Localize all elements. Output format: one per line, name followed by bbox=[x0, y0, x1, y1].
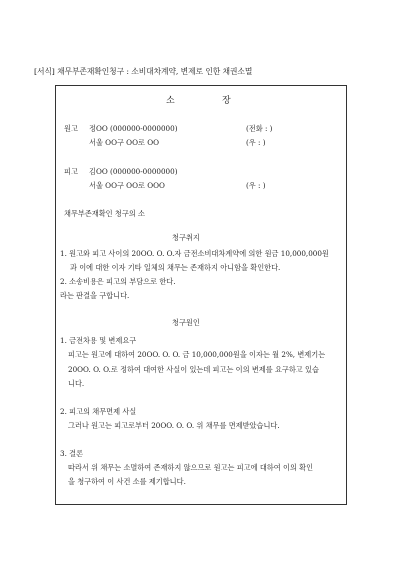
cause-section-title: 1. 금전차용 및 변제요구 bbox=[60, 336, 137, 345]
purpose-heading: 청구취지 bbox=[172, 233, 200, 242]
purpose-line: 1. 원고와 피고 사이의 20OO. O. O.자 금전소비대차계약에 의한 원금 10,000,000원 bbox=[60, 249, 329, 258]
plaintiff-phone: (전화 : ) bbox=[246, 124, 273, 133]
cause-line: 20OO. O. O.로 정하여 대여한 사실이 있는데 피고는 이의 변제를 요구하고 있습 bbox=[68, 365, 319, 374]
cause-line: 을 청구하여 이 사건 소를 제기합니다. bbox=[68, 477, 186, 486]
purpose-line: 라는 판결을 구합니다. bbox=[60, 291, 130, 300]
form-caption: [서식] 채무부존재확인청구 : 소비대차계약, 변제로 인한 채권소멸 bbox=[34, 67, 253, 76]
cause-section-title: 2. 피고의 채무면제 사실 bbox=[60, 407, 137, 416]
defendant-name: 김OO (000000-0000000) bbox=[89, 167, 178, 176]
purpose-line: 2. 소송비용은 피고의 부담으로 한다. bbox=[60, 277, 176, 286]
defendant-label: 피고 bbox=[64, 167, 78, 176]
cause-line: 피고는 원고에 대하여 20OO. O. O. 금 10,000,000원을 이자는 월 2%, 변제기는 bbox=[68, 350, 326, 359]
cause-section-title: 3. 결론 bbox=[60, 449, 84, 458]
document-title-left: 소 bbox=[166, 96, 175, 106]
cause-line: 따라서 위 채무는 소멸하여 존재하지 않으므로 원고는 피고에 대하여 이의 확인 bbox=[68, 463, 314, 472]
plaintiff-label: 원고 bbox=[64, 124, 78, 133]
cause-heading: 청구원인 bbox=[172, 318, 200, 327]
cause-line: 그러나 원고는 피고로부터 20OO. O. O. 위 채무를 면제받았습니다. bbox=[68, 421, 280, 430]
purpose-line: 과 이에 대한 이자 기타 일체의 채무는 존재하지 아니함을 확인한다. bbox=[70, 263, 281, 272]
defendant-postal: (우 : ) bbox=[246, 181, 266, 190]
defendant-address: 서울 OO구 OO로 OOO bbox=[89, 181, 165, 190]
document-title-right: 장 bbox=[222, 96, 231, 106]
plaintiff-postal: (우 : ) bbox=[246, 138, 266, 147]
complaint-document bbox=[55, 85, 347, 505]
plaintiff-name: 정OO (000000-0000000) bbox=[89, 124, 178, 133]
plaintiff-address: 서울 OO구 OO로 OO bbox=[89, 138, 159, 147]
case-name: 채무부존재확인 청구의 소 bbox=[64, 209, 145, 218]
cause-line: 니다. bbox=[68, 379, 85, 388]
